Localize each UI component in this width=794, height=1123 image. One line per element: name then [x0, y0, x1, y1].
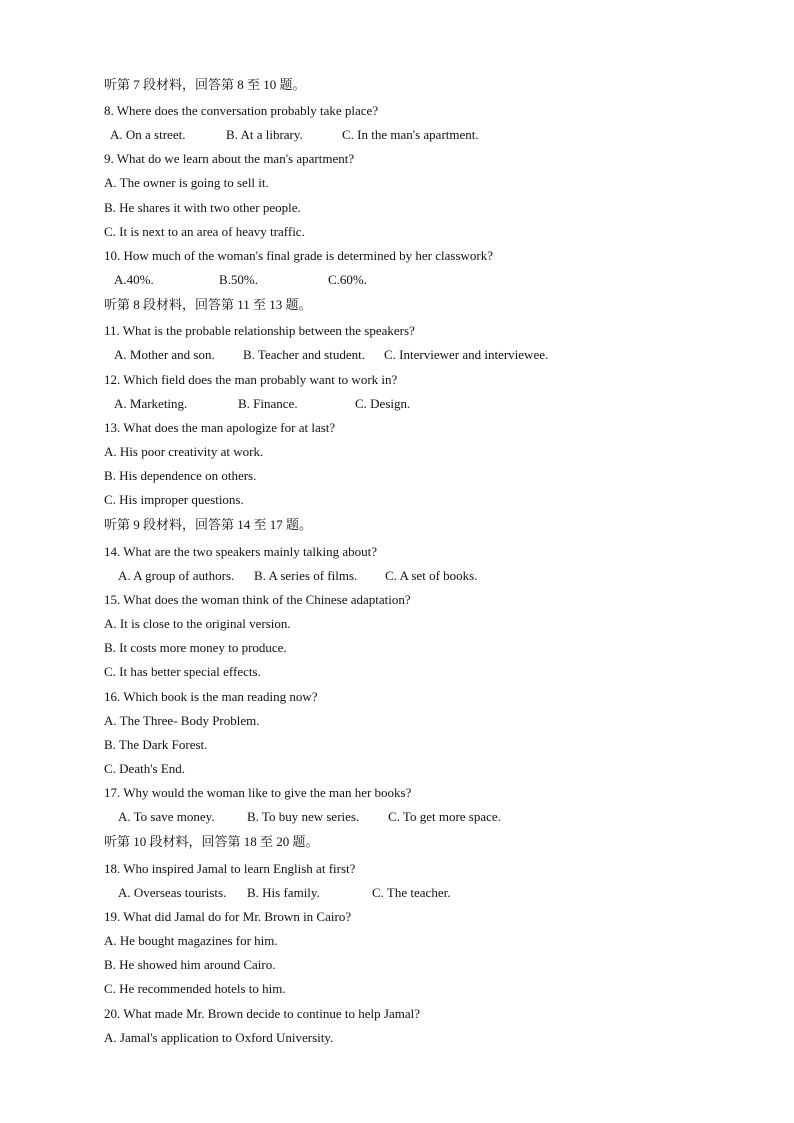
option-c: C. His improper questions.: [104, 492, 244, 507]
option-b: B. His dependence on others.: [104, 468, 257, 483]
question-12: 12. Which field does the man probably want to work in?: [104, 372, 398, 387]
option-c: C. A set of books.: [385, 568, 478, 583]
option-a: A. Overseas tourists.: [118, 885, 227, 900]
section-heading: 听第 9 段材料，回答第 14 至 17 题。: [104, 517, 313, 532]
question-14: 14. What are the two speakers mainly talking about?: [104, 544, 378, 559]
option-a: A. Jamal's application to Oxford University.: [104, 1030, 334, 1045]
option-a: A. Mother and son.: [114, 347, 215, 362]
question-15: 15. What does the woman think of the Chinese adaptation?: [104, 592, 411, 607]
option-a: A. It is close to the original version.: [104, 616, 291, 631]
question-10: 10. How much of the woman's final grade is determined by her classwork?: [104, 248, 493, 263]
question-17: 17. Why would the woman like to give the man her books?: [104, 785, 412, 800]
option-c: C. It is next to an area of heavy traffic.: [104, 224, 305, 239]
option-a: A. The Three- Body Problem.: [104, 713, 260, 728]
question-20: 20. What made Mr. Brown decide to continue to help Jamal?: [104, 1006, 421, 1021]
option-c: C. Interviewer and interviewee.: [384, 347, 549, 362]
option-a: A. Marketing.: [114, 396, 188, 411]
option-a: A. His poor creativity at work.: [104, 444, 264, 459]
option-b: B. To buy new series.: [247, 809, 360, 824]
question-8: 8. Where does the conversation probably take place?: [104, 103, 379, 118]
section-heading: 听第 7 段材料，回答第 8 至 10 题。: [104, 77, 306, 92]
section-heading: 听第 8 段材料，回答第 11 至 13 题。: [104, 297, 312, 312]
option-b: B. Finance.: [238, 396, 298, 411]
option-c: C. To get more space.: [388, 809, 501, 824]
option-a: A. The owner is going to sell it.: [104, 175, 269, 190]
option-a: A. To save money.: [118, 809, 215, 824]
option-b: B. A series of films.: [254, 568, 358, 583]
option-b: B. The Dark Forest.: [104, 737, 208, 752]
question-16: 16. Which book is the man reading now?: [104, 689, 318, 704]
option-c: C. In the man's apartment.: [342, 127, 479, 142]
option-b: B. He shares it with two other people.: [104, 200, 301, 215]
section-heading: 听第 10 段材料，回答第 18 至 20 题。: [104, 834, 319, 849]
option-c: C. It has better special effects.: [104, 664, 261, 679]
option-c: C. He recommended hotels to him.: [104, 981, 286, 996]
question-11: 11. What is the probable relationship between the speakers?: [104, 323, 415, 338]
option-a: A. On a street.: [110, 127, 186, 142]
option-b: B. Teacher and student.: [243, 347, 365, 362]
option-c: C.60%.: [328, 272, 367, 287]
option-b: B.50%.: [219, 272, 258, 287]
question-9: 9. What do we learn about the man's apartment?: [104, 151, 355, 166]
option-a: A. He bought magazines for him.: [104, 933, 278, 948]
option-c: C. Design.: [355, 396, 411, 411]
option-b: B. At a library.: [226, 127, 303, 142]
option-a: A. A group of authors.: [118, 568, 235, 583]
question-13: 13. What does the man apologize for at last?: [104, 420, 336, 435]
option-c: C. The teacher.: [372, 885, 451, 900]
question-19: 19. What did Jamal do for Mr. Brown in Cairo?: [104, 909, 352, 924]
option-c: C. Death's End.: [104, 761, 186, 776]
option-b: B. His family.: [247, 885, 320, 900]
option-b: B. He showed him around Cairo.: [104, 957, 276, 972]
option-b: B. It costs more money to produce.: [104, 640, 287, 655]
option-a: A.40%.: [114, 272, 154, 287]
question-18: 18. Who inspired Jamal to learn English at first?: [104, 861, 356, 876]
